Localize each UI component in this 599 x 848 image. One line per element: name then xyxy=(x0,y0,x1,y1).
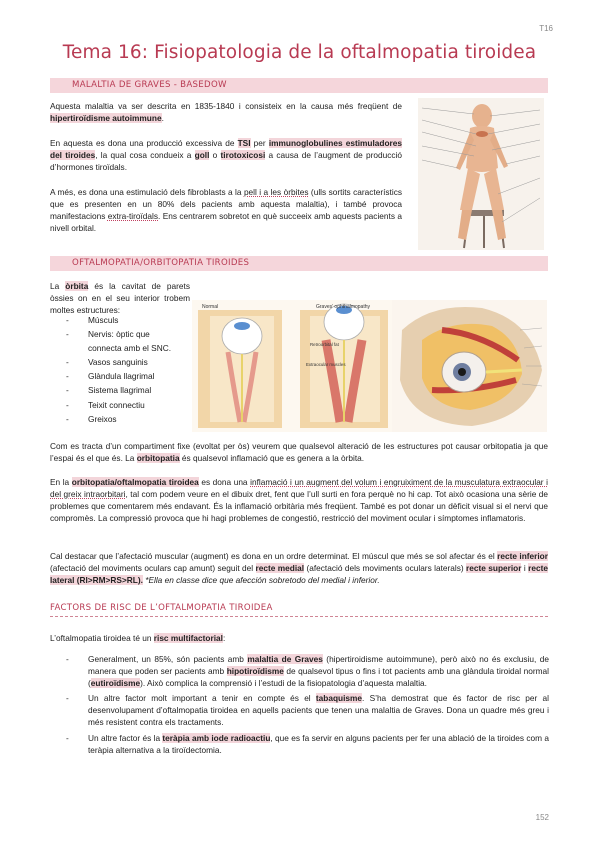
list-item: - Sistema llagrimal xyxy=(66,383,184,397)
list-item: - Un altre factor molt important a tenir en compte és el tabaquisme. S’ha demostrat que és factor de risc per al desenvolupament d’oftalmopatia tiroidea en aquells pacients que tenen una malaltia de Graves. Dona un quadre més greu i més resistent contra els tractaments. xyxy=(66,692,549,728)
list-item: - Vasos sanguinis xyxy=(66,355,184,369)
fig-label-retro: Retroorbital fat xyxy=(310,342,339,347)
factors-list xyxy=(66,653,549,759)
section-header-factors: FACTORS DE RISC DE L’OFTALMOPATIA TIROIDEA xyxy=(50,603,548,617)
list-item: - Un altre factor és la teràpia amb iode radioactiu, que es fa servir en alguns pacients per fer una ablació de la tiroides com a teràpia alternativa a la tiroïdectomia. xyxy=(66,732,549,756)
orbit-paragraph-1: Com es tracta d’un compartiment fixe (evoltat per òs) veurem que qualsevol alteració de les estructures pot causar orbitopatia ja que l’espai és el que és. La orbitopatia és qualsevol inflamació que es genera a la òrbita. xyxy=(50,441,548,464)
orbit-paragraph-3: Cal destacar que l’afectació muscular (augment) es dona en un ordre determinat. El múscul que més se sol afectar és el recte inferior (afectació del moviments oculars cap amunt) seguit del recte medial (afectació dels moviments oculars laterals) recte superior i recte lateral (RI>RM>RS>RL). *Ella en classe dice que afección sobretodo del medial i inferior. xyxy=(50,551,548,586)
list-item: - Generalment, un 85%, són pacients amb malaltia de Graves (hipertiroidisme autoimmune), però això no és exclusiu, de manera que poden ser pacients amb hipotiroïdisme de qualsevol tipus o fins i tot pacients amb una glàndula tiroidal normal (eutiroïdisme). Això complica la comprensió i l’estudi de la fisiopatologia d’aquesta malaltia. xyxy=(66,653,549,689)
orbit-structures-list xyxy=(66,313,184,426)
orbit-intro: La òrbita és la cavitat de parets òssies on en el seu interior trobem moltes estructures: xyxy=(50,281,190,316)
orbit-anatomy-illustration xyxy=(392,300,547,432)
graves-paragraph-1: Aquesta malaltia va ser descrita en 1835-1840 i consisteix en la causa més freqüent de hipertiroïdisme autoimmune. xyxy=(50,101,402,124)
page-title: Tema 16: Fisiopatologia de la oftalmopatia tiroidea xyxy=(62,42,537,63)
orbit-paragraph-2: En la orbitopatia/oftalmopatia tiroidea es dona una inflamació i un augment del volum i engruiximent de la musculatura extraocular i del greix intraorbitari, tal com podem veure en el dibuix dret, fent que l’ull surti en fora perquè no hi cap. Tot això ocasiona una sèrie de problemes que comentarem més endavant. És la inflamació orbitària més freqüent. També es pot donar un dèficit visual si el nervi que compromès. La compressió provoca que hi hagi problemes de congestió, restricció del moviment ocular i símptomes inflamatoris. xyxy=(50,477,548,524)
page-number: 152 xyxy=(535,813,549,822)
list-item: - Nervis: òptic que connecta amb el SNC. xyxy=(66,327,184,355)
page-code: T16 xyxy=(539,24,553,33)
graves-body-illustration xyxy=(418,98,544,250)
graves-paragraph-2: En aquesta es dona una producció excessiva de TSI per immunoglobulines estimuladores del tiroides, la qual cosa condueix a goll o tirotoxicosi a causa de l’augment de producció d’hormones tiroïdals. xyxy=(50,138,403,173)
orbit-cross-section-diagram xyxy=(192,300,392,432)
fig-label-graves: Graves’ ophthalmopathy xyxy=(316,304,371,310)
section-header-orbitopatia: OFTALMOPATIA/ORBITOPATIA TIROIDES xyxy=(50,256,548,271)
list-item: - Glàndula llagrimal xyxy=(66,369,184,383)
list-item: - Músculs xyxy=(66,313,184,327)
section-header-graves: MALALTIA DE GRAVES - BASEDOW xyxy=(50,78,548,93)
list-item: - Teixit connectiu xyxy=(66,398,184,412)
fig-label-muscles: Extraocular muscles xyxy=(306,362,346,367)
fig-label-normal: Normal xyxy=(202,304,219,310)
graves-paragraph-3: A més, es dona una estimulació dels fibroblasts a la pell i a les òrbites (ulls sortits característics que es presenten en un 80% dels pacients amb aquesta malaltia), i també provoca manifestacions extra-tiroïdals. Ens centrarem sobretot en què succeeix amb aquests pacients a nivell orbital. xyxy=(50,187,402,234)
factors-intro: L’oftalmopatia tiroidea té un risc multifactorial: xyxy=(50,633,226,643)
list-item: - Greixos xyxy=(66,412,184,426)
